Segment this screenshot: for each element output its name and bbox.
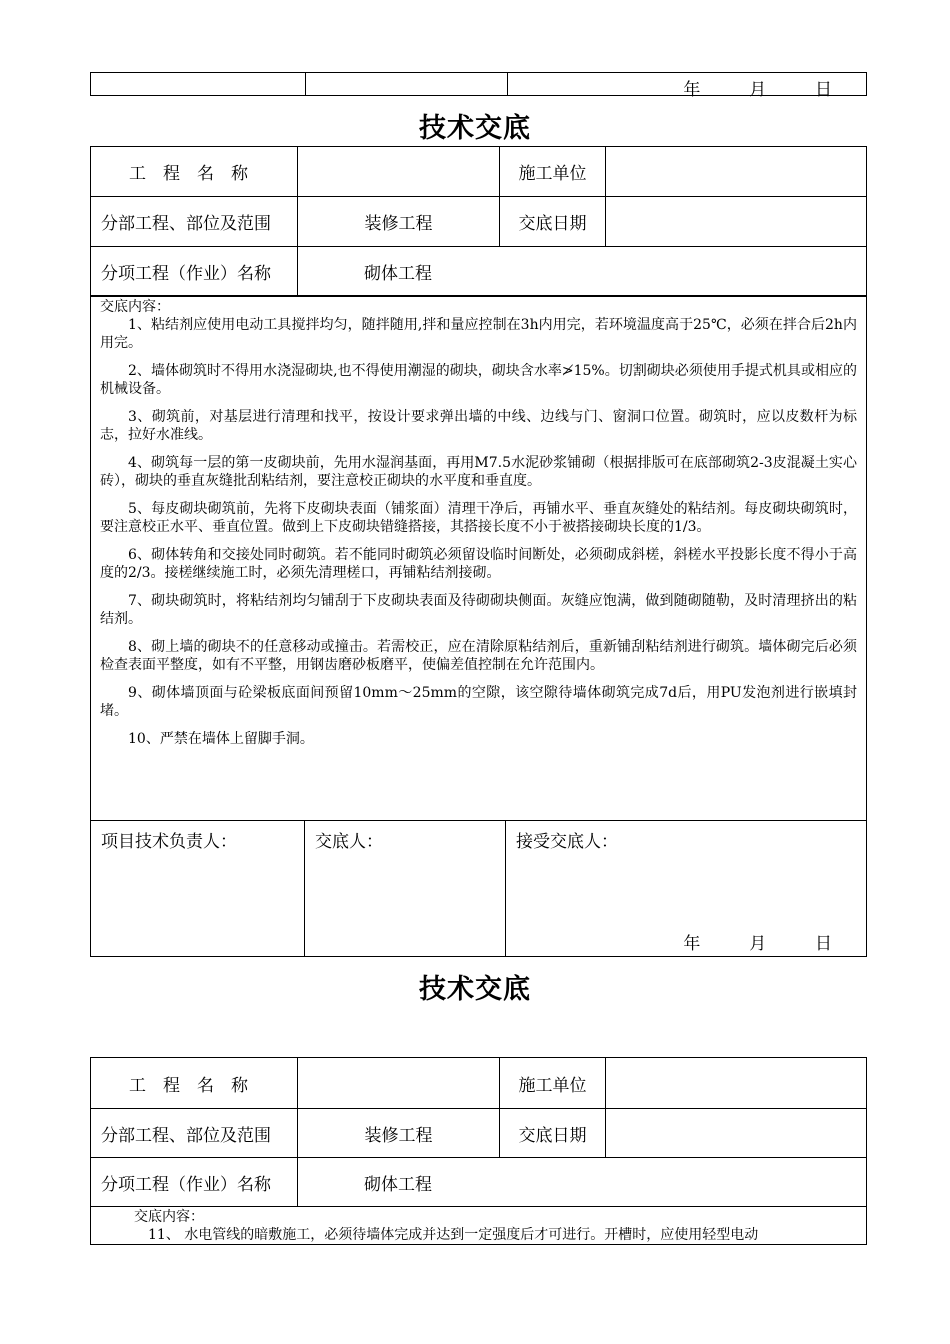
content-item: 8、砌上墙的砌块不的任意移动或撞击。若需校正，应在清除原粘结剂后，重新铺刮粘结剂进行砌筑。墙体砌完后必须检查表面平整度，如有不平整，用钢齿磨砂板磨平，使偏差值控制在允许范围内。 xyxy=(100,639,857,673)
content-heading-2: 交底内容： xyxy=(134,1209,204,1225)
top-strip xyxy=(90,72,867,100)
subitem-label: 分项工程（作业）名称 xyxy=(91,1158,298,1207)
content-item: 2、墙体砌筑时不得用水浇湿砌块,也不得使用潮湿的砌块，砌块含水率≯15%。切割砌块必须使用手提式机具或相应的机械设备。 xyxy=(100,363,857,397)
content-table xyxy=(90,295,867,821)
content-heading: 交底内容： xyxy=(100,299,170,315)
top-strip-date-cell xyxy=(508,73,867,100)
year-label: 年 xyxy=(683,934,701,954)
content-item: 1、粘结剂应使用电动工具搅拌均匀，随拌随用,拌和量应控制在3h内用完，若环境温度高于25℃，必须在拌合后2h内用完。 xyxy=(100,317,857,351)
subitem-label: 分项工程（作业）名称 xyxy=(91,247,298,297)
division-label: 分部工程、部位及范围 xyxy=(91,1109,298,1158)
receiver-label: 接受交底人： xyxy=(516,832,618,852)
content-item: 10、严禁在墙体上留脚手洞。 xyxy=(128,731,314,747)
top-strip-cell-2 xyxy=(306,73,508,96)
content-item: 4、砌筑每一层的第一皮砌块前，先用水湿润基面，再用M7.5水泥砂浆铺砌（根据排版可在底部砌筑2-3皮混凝土实心砖），砌块的垂直灰缝批刮粘结剂，要注意校正砌块的水平度和垂直度。 xyxy=(100,455,857,489)
form-header-table-2 xyxy=(90,1057,867,1207)
content-item: 3、砌筑前，对基层进行清理和找平，按设计要求弹出墙的中线、边线与门、窗洞口位置。砌筑时，应以皮数杆为标志，拉好水准线。 xyxy=(100,409,857,443)
top-strip-cell-1 xyxy=(91,73,306,96)
page-title: 技术交底 xyxy=(419,113,531,144)
presenter-label: 交底人： xyxy=(315,832,383,852)
content-item: 6、砌体转角和交接处同时砌筑。若不能同时砌筑必须留设临时间断处，必须砌成斜槎，斜槎水平投影长度不得小于高度的2/3。接槎继续施工时，必须先清理槎口，再铺粘结剂接砌。 xyxy=(100,547,857,581)
content-item: 5、每皮砌块砌筑前，先将下皮砌块表面（铺浆面）清理干净后，再铺水平、垂直灰缝处的粘结剂。每皮砌块砌筑时，要注意校正水平、垂直位置。做到上下皮砌块错缝搭接，其搭接长度不小于被搭接砌块长度的1/3。 xyxy=(100,501,857,535)
tech-lead-label: 项目技术负责人： xyxy=(101,832,237,852)
day-label: 日 xyxy=(815,934,832,954)
construction-unit-label: 施工单位 xyxy=(500,1058,606,1109)
subitem-value[interactable]: 砌体工程 xyxy=(298,1158,867,1207)
month-label: 月 xyxy=(749,80,767,100)
construction-unit-label: 施工单位 xyxy=(500,147,606,197)
date-value[interactable] xyxy=(606,197,867,247)
project-name-value[interactable] xyxy=(298,1058,500,1109)
year-label: 年 xyxy=(683,80,701,100)
signature-table xyxy=(90,820,867,957)
content-table-2 xyxy=(90,1206,867,1245)
signature-date xyxy=(683,929,832,954)
content-item: 7、砌块砌筑时，将粘结剂均匀铺刮于下皮砌块表面及待砌砌块侧面。灰缝应饱满，做到随砌随勒，及时清理挤出的粘结剂。 xyxy=(100,593,857,627)
content-cell-2 xyxy=(91,1207,867,1245)
day-label: 日 xyxy=(815,80,832,100)
subitem-value[interactable]: 砌体工程 xyxy=(298,247,867,297)
project-name-label: 工 程 名 称 xyxy=(91,147,298,197)
top-strip-date xyxy=(683,75,832,100)
content-item-11: 11、 水电管线的暗敷施工，必须待墙体完成并达到一定强度后才可进行。开槽时，应使用轻型电动 xyxy=(148,1227,759,1243)
division-value[interactable]: 装修工程 xyxy=(298,197,500,247)
date-label: 交底日期 xyxy=(500,1109,606,1158)
content-item: 9、砌体墙顶面与砼梁板底面间预留10mm～25mm的空隙，该空隙待墙体砌筑完成7d后，用PU发泡剂进行嵌填封堵。 xyxy=(100,685,857,719)
presenter-cell[interactable] xyxy=(305,821,506,957)
month-label: 月 xyxy=(749,934,767,954)
construction-unit-value[interactable] xyxy=(606,147,867,197)
tech-lead-cell[interactable] xyxy=(91,821,305,957)
date-label: 交底日期 xyxy=(500,197,606,247)
date-value[interactable] xyxy=(606,1109,867,1158)
construction-unit-value[interactable] xyxy=(606,1058,867,1109)
receiver-cell[interactable] xyxy=(506,821,867,957)
project-name-label: 工 程 名 称 xyxy=(91,1058,298,1109)
division-value[interactable]: 装修工程 xyxy=(298,1109,500,1158)
content-cell xyxy=(91,296,867,821)
form-header-table xyxy=(90,146,867,297)
project-name-value[interactable] xyxy=(298,147,500,197)
division-label: 分部工程、部位及范围 xyxy=(91,197,298,247)
page-title-2: 技术交底 xyxy=(419,974,531,1005)
